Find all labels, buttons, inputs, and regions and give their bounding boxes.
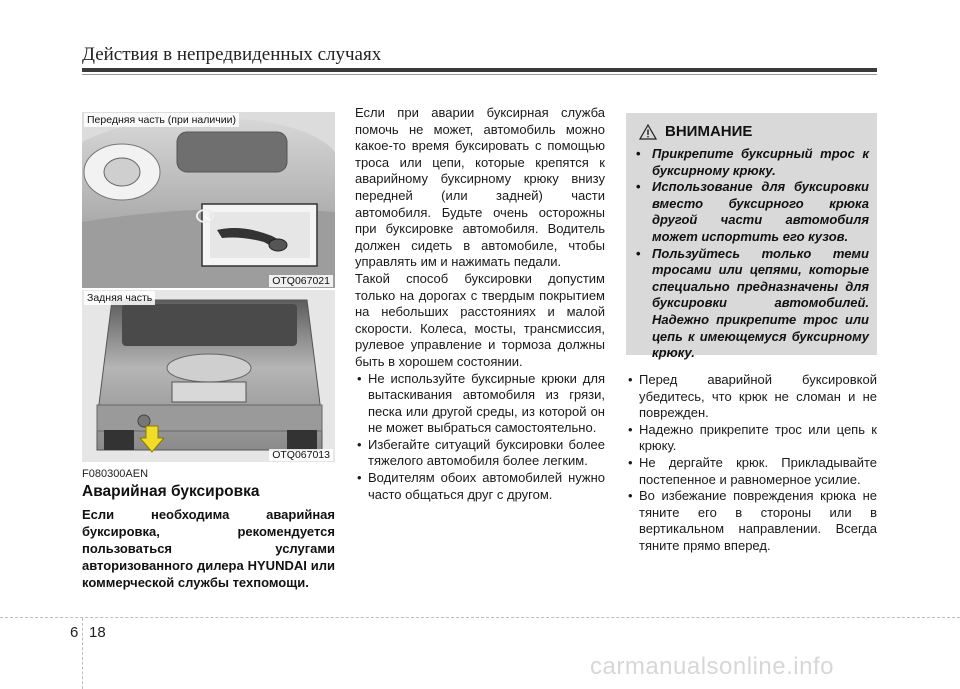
list-item: • Пользуйтесь только теми тросами или цепями, которые специально предназначены для буксировки автомобилей. Надежно прикрепите трос или цепь к имеющемуся буксирному крюку. <box>634 246 869 362</box>
figure-rear-tow-hook <box>82 290 335 462</box>
figure-rear-code: OTQ067013 <box>269 449 333 461</box>
list-item: • Не используйте буксирные крюки для вытаскивания автомобиля из грязи, песка или другой среды, из которой он не может выбраться самостоятельно. <box>355 371 605 437</box>
figure-front-code: OTQ067021 <box>269 275 333 287</box>
list-item: • Не дергайте крюк. Прикладывайте постепенное и равномерное усилие. <box>626 455 877 488</box>
section-lead-text: Если необходима аварийная буксировка, рекомендуется пользоваться услугами авторизованного дилера HYUNDAI или коммерческой службы техпомощи. <box>82 507 335 590</box>
paragraph: Если при аварии буксирная служба помочь не может, автомобиль можно какое-то время буксировать с помощью троса или цепи, которые крепятся к аварийному буксирному крюку внизу передней (или задней) части автомобиля. Будьте очень осторожны при буксировке автомобиля. Водитель должен сидеть в автомобиле, чтобы управлять им и нажимать педали. <box>355 105 605 270</box>
warning-box <box>626 113 877 361</box>
warning-triangle-icon <box>639 124 657 140</box>
paragraph: Такой способ буксировки допустим только на дорогах с твердым покрытием на небольших расстояниях и малой скорости. Колеса, мосты, трансмиссия, рулевое управление и тормоза должны быть в хорошем состоянии. <box>355 270 605 369</box>
page-header-title: Действия в непредвиденных случаях <box>82 44 382 65</box>
page-chapter: 6 <box>70 624 79 641</box>
column-3-bullets <box>626 372 877 555</box>
list-item: • Во избежание повреждения крюка не тяните его в стороны или в вертикальном направлении. Всегда тяните прямо вперед. <box>626 488 877 554</box>
list-item: • Избегайте ситуаций буксировки более тяжелого автомобиля более легким. <box>355 437 605 470</box>
figure-front-tow-hook <box>82 112 335 288</box>
section-title: Аварийная буксировка <box>82 483 260 500</box>
footer-vertical-rule <box>82 618 83 689</box>
header-rule-thin <box>82 74 877 75</box>
watermark: carmanualsonline.info <box>590 653 834 680</box>
column-2 <box>355 105 605 503</box>
list-item: • Прикрепите буксирный трос к буксирному крюку. <box>634 146 869 179</box>
warning-header <box>639 123 752 140</box>
rear-car-illustration <box>82 290 335 462</box>
list-item: • Водителям обоих автомобилей нужно часто общаться друг с другом. <box>355 470 605 503</box>
list-item: • Надежно прикрепите трос или цепь к крюку. <box>626 422 877 455</box>
figure-front-caption: Передняя часть (при наличии) <box>84 113 239 127</box>
column-2-bullets <box>355 371 605 504</box>
warning-list <box>634 146 869 362</box>
section-ref-code: F080300AEN <box>82 468 149 480</box>
header-rule <box>82 68 877 72</box>
footer-rule <box>0 617 960 618</box>
front-car-illustration <box>82 112 335 288</box>
figure-rear-caption: Задняя часть <box>84 291 155 305</box>
list-item: • Использование для буксировки вместо буксирного крюка другой части автомобиля может испортить его кузов. <box>634 179 869 245</box>
list-item: • Перед аварийной буксировкой убедитесь, что крюк не сломан и не поврежден. <box>626 372 877 422</box>
page-number: 18 <box>89 624 106 641</box>
warning-title: ВНИМАНИЕ <box>665 123 753 140</box>
